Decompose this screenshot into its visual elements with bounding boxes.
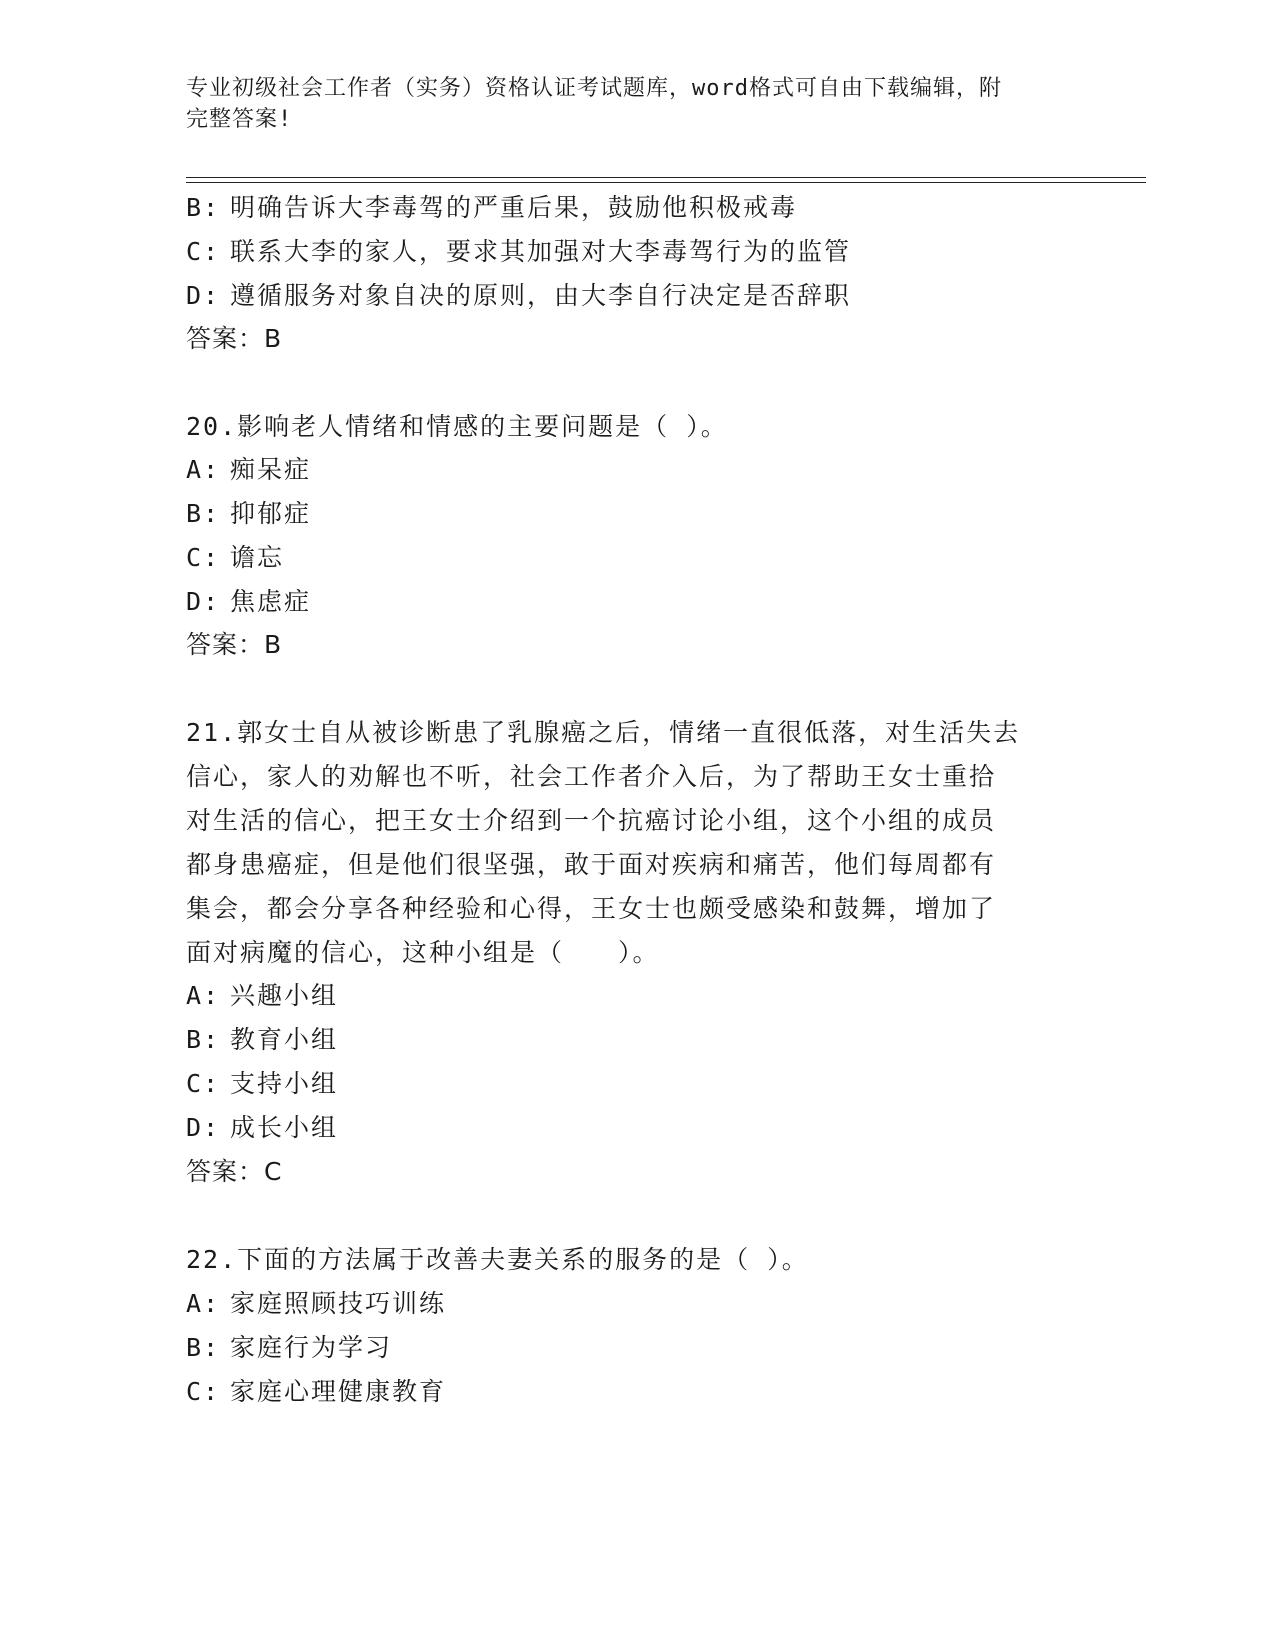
question-21-stem-line: 面对病魔的信心，这种小组是（ ）。 (186, 938, 660, 967)
option-a (186, 454, 311, 486)
option-text: 兴趣小组 (230, 981, 339, 1010)
option-letter: A: (186, 455, 221, 484)
option-text: 家庭心理健康教育 (230, 1377, 447, 1406)
option-c (186, 236, 851, 268)
option-c (186, 1376, 446, 1408)
question-21-stem-line: 对生活的信心，把王女士介绍到一个抗癌讨论小组，这个小组的成员 (186, 806, 997, 835)
option-d (186, 280, 851, 312)
option-text: 遵循服务对象自决的原则，由大李自行决定是否辞职 (230, 281, 852, 310)
option-letter: B: (186, 1025, 221, 1054)
question-21-stem-line: 都身患癌症，但是他们很坚强，敢于面对疾病和痛苦，他们每周都有 (186, 850, 997, 879)
option-letter: A: (186, 1289, 221, 1318)
option-text: 谵忘 (230, 543, 285, 572)
option-a (186, 980, 338, 1012)
option-letter: D: (186, 1113, 221, 1142)
option-letter: C: (186, 237, 221, 266)
option-c (186, 542, 284, 574)
header-line-2: 完整答案! (186, 107, 293, 132)
option-text: 明确告诉大李毒驾的严重后果，鼓励他积极戒毒 (230, 193, 798, 222)
option-text: 家庭照顾技巧训练 (230, 1289, 447, 1318)
option-d (186, 1112, 338, 1144)
option-letter: C: (186, 1377, 221, 1406)
option-text: 教育小组 (230, 1025, 339, 1054)
question-22-stem: 22.下面的方法属于改善夫妻关系的服务的是（ ）。 (186, 1245, 809, 1274)
document-header (186, 73, 1066, 135)
answer-q20: 答案：B (186, 630, 283, 659)
option-text: 成长小组 (230, 1113, 339, 1142)
header-line-1: 专业初级社会工作者（实务）资格认证考试题库，word格式可自由下载编辑，附 (186, 76, 1002, 101)
option-c (186, 1068, 338, 1100)
option-text: 焦虑症 (230, 587, 312, 616)
option-letter: B: (186, 193, 221, 222)
option-text: 痴呆症 (230, 455, 312, 484)
option-text: 家庭行为学习 (230, 1333, 393, 1362)
option-letter: D: (186, 587, 221, 616)
option-letter: B: (186, 499, 221, 528)
header-divider-bottom (186, 182, 1146, 183)
option-letter: A: (186, 981, 221, 1010)
option-text: 支持小组 (230, 1069, 339, 1098)
answer-q21: 答案：C (186, 1157, 283, 1186)
option-letter: D: (186, 281, 221, 310)
option-d (186, 586, 311, 618)
option-text: 联系大李的家人，要求其加强对大李毒驾行为的监管 (230, 237, 852, 266)
option-text: 抑郁症 (230, 499, 312, 528)
option-letter: C: (186, 543, 221, 572)
answer-q19: 答案：B (186, 324, 283, 353)
question-21-stem-line: 集会，都会分享各种经验和心得，王女士也颇受感染和鼓舞，增加了 (186, 894, 997, 923)
option-b (186, 498, 311, 530)
option-b (186, 192, 797, 224)
question-20-stem: 20.影响老人情绪和情感的主要问题是（ ）。 (186, 412, 728, 441)
option-letter: C: (186, 1069, 221, 1098)
option-a (186, 1288, 446, 1320)
question-21-stem-line: 信心，家人的劝解也不听，社会工作者介入后，为了帮助王女士重拾 (186, 762, 997, 791)
option-b (186, 1332, 392, 1364)
option-b (186, 1024, 338, 1056)
question-21-stem-line: 21.郭女士自从被诊断患了乳腺癌之后，情绪一直很低落，对生活失去 (186, 718, 1021, 747)
option-letter: B: (186, 1333, 221, 1362)
header-divider-top (186, 177, 1146, 178)
